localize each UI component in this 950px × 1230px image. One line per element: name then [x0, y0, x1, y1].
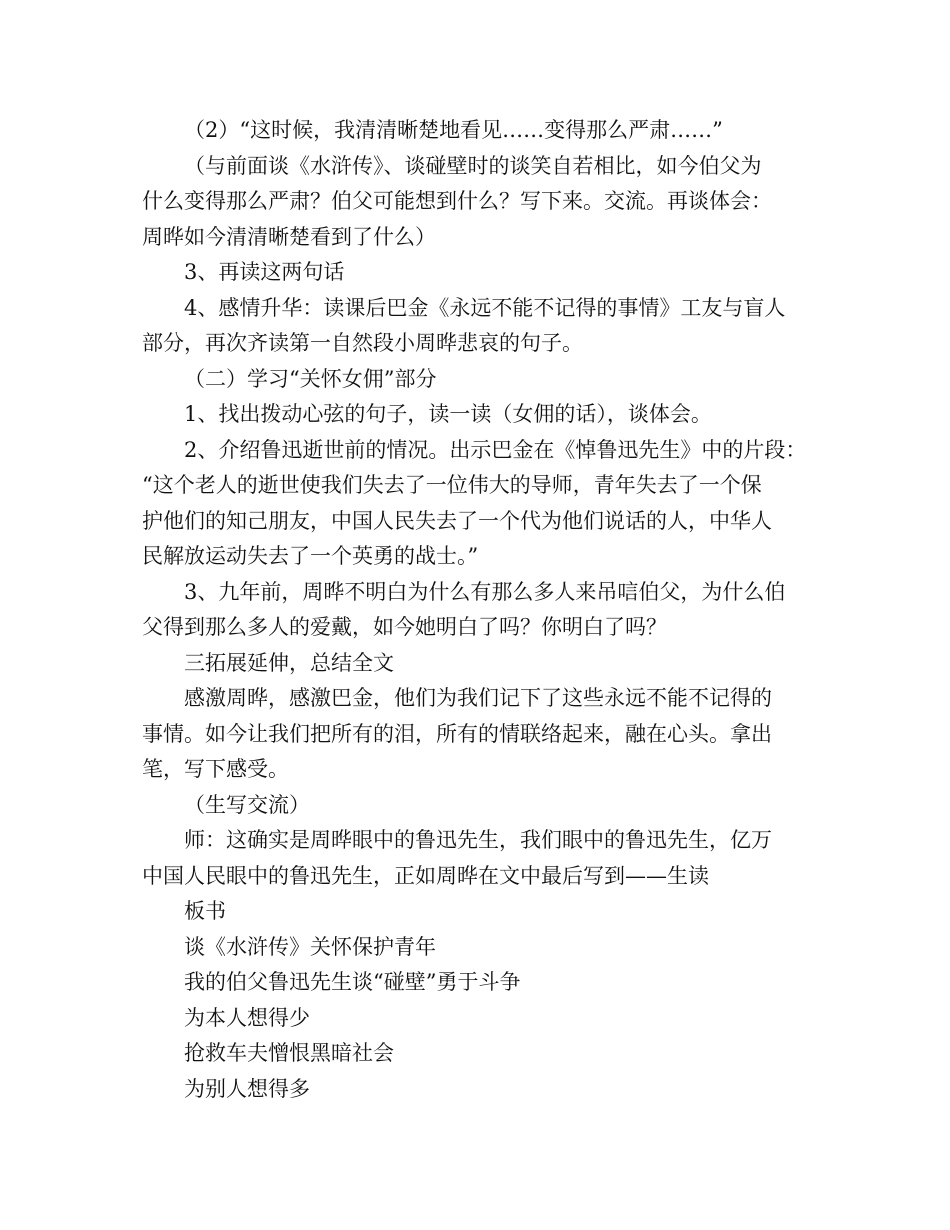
text-line: 感激周晔，感激巴金，他们为我们记下了这些永远不能不记得的	[184, 686, 772, 710]
board-item: 我的伯父鲁迅先生谈“碰壁”勇于斗争	[184, 970, 521, 994]
board-item: 为本人想得少	[184, 1005, 310, 1030]
text-line: 事情。如今让我们把所有的泪，所有的情联络起来，融在心头。拿出	[142, 721, 772, 746]
text-line: 2、介绍鲁迅逝世前的情况。出示巴金在《悼鲁迅先生》中的片段：	[184, 437, 807, 462]
text-line: 3、再读这两句话	[184, 260, 345, 284]
text-line: 中国人民眼中的鲁迅先生，正如周晔在文中最后写到——生读	[142, 863, 709, 888]
text-line: 父得到那么多人的爱戴，如今她明白了吗？你明白了吗？	[142, 615, 667, 639]
board-heading: 板书	[184, 899, 226, 923]
text-line: 民解放运动失去了一个英勇的战士。”	[142, 544, 479, 568]
text-line: （2）“这时候，我清清晰楚地看见……变得那么严肃……”	[184, 118, 723, 142]
text-line: 什么变得那么严肃？伯父可能想到什么？写下来。交流。再谈体会：	[142, 189, 772, 213]
text-line: 4、感情升华：读课后巴金《永远不能不记得的事情》工友与盲人	[184, 295, 786, 320]
document-body	[142, 113, 814, 1107]
text-line: 周晔如今清清晰楚看到了什么）	[142, 224, 436, 249]
board-item: 谈《水浒传》关怀保护青年	[184, 934, 436, 959]
text-line: 护他们的知己朋友，中国人民失去了一个代为他们说话的人，中华人	[142, 508, 772, 533]
section-heading: 三拓展延伸，总结全文	[184, 650, 394, 675]
text-line: 笔，写下感受。	[142, 757, 289, 781]
board-item: 抢救车夫憎恨黑暗社会	[184, 1041, 394, 1065]
text-line: （生写交流）	[184, 792, 310, 817]
text-line: 3、九年前，周晔不明白为什么有那么多人来吊唁伯父，为什么伯	[184, 579, 786, 604]
text-line: （与前面谈《水浒传》、谈碰壁时的谈笑自若相比，如今伯父为	[184, 153, 762, 178]
text-line: “这个老人的逝世使我们失去了一位伟大的导师，青年失去了一个保	[142, 473, 762, 497]
board-item: 为别人想得多	[184, 1076, 310, 1101]
text-line: 1、找出拨动心弦的句子，读一读（女佣的话），谈体会。	[184, 402, 712, 426]
text-line: 部分，再次齐读第一自然段小周晔悲哀的句子。	[142, 331, 583, 355]
text-line: 师：这确实是周晔眼中的鲁迅先生，我们眼中的鲁迅先生，亿万	[184, 828, 772, 852]
section-heading: （二）学习“关怀女佣”部分	[184, 366, 437, 391]
